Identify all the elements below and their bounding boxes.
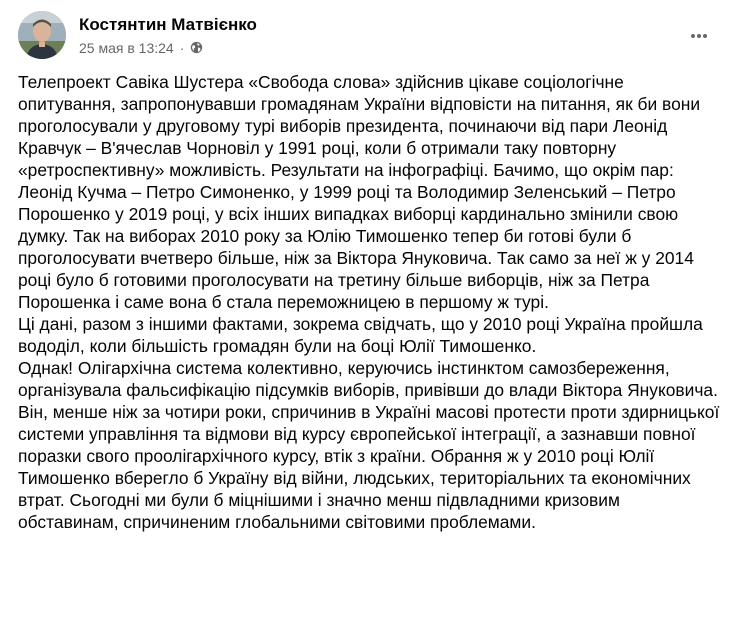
post-paragraph: Телепроект Савіка Шустера «Свобода слова» здійснив цікаве соціологічне опитування, запропонувавши громадянам України відповісти на питання, як би вони проголосували у друговому турі виборів президента, починаючи від пари Леонід Кравчук – В'ячеслав Чорновіл у 1991 році, коли б отримали таку повторну «ретроспективну» можливість. Результати на інфографіці. Бачимо, що окрім пар: Леонід Кучма – Петро Симоненко, у 1999 році та Володимир Зеленський – Петро Порошенко у 2019 році, у всіх інших випадках виборці кардинально змінили свою думку. Так на виборах 2010 року за Юлію Тимошенко тепер би готові були б проголосувати вчетверо більше, ніж за Віктора Януковича. Так само за неї ж у 2014 році було б готовими проголосувати на третину більше виборців, ніж за Петра Порошенка і саме вона б стала переможницею в першому ж турі. xyxy=(18,72,701,312)
post-paragraph: Однак! Олігархічна система колективно, керуючись інстинктом самозбереження, організувала фальсифікацію підсумків виборів, привівши до влади Віктора Януковича. Він, менше ніж за чотири роки, спричинив в Україні масові протести проти здирницької системи управління та відмови від курсу європейської інтеграції, а зазнавши повної поразки свого проолігархічного курсу, втік з країни. Обрання ж у 2010 році Юлії Тимошенко вберегло б Україну від війни, людських, територіальних та економічних втрат. Сьогодні ми були б міцнішими і значно менш підвладними кризовим обставинам, спричиненим глобальними світовими проблемами. xyxy=(18,358,720,532)
author-name[interactable]: Костянтин Матвієнко xyxy=(79,14,257,34)
author-avatar[interactable] xyxy=(18,11,66,59)
post-meta xyxy=(79,40,257,56)
avatar-photo xyxy=(18,11,66,59)
more-horizontal-icon xyxy=(689,26,709,46)
post-header xyxy=(18,11,257,59)
author-block xyxy=(79,15,257,56)
post-timestamp[interactable]: 25 мая в 13:24 xyxy=(79,39,174,56)
post-paragraph: Ці дані, разом з іншими фактами, зокрема свідчать, що у 2010 році Україна пройшла вододіл, коли більшість громадян були на боці Юлії Тимошенко. xyxy=(18,314,703,356)
more-options-button[interactable] xyxy=(685,22,713,50)
meta-separator: · xyxy=(179,39,185,56)
globe-icon[interactable] xyxy=(190,41,203,54)
post-text xyxy=(18,71,723,533)
